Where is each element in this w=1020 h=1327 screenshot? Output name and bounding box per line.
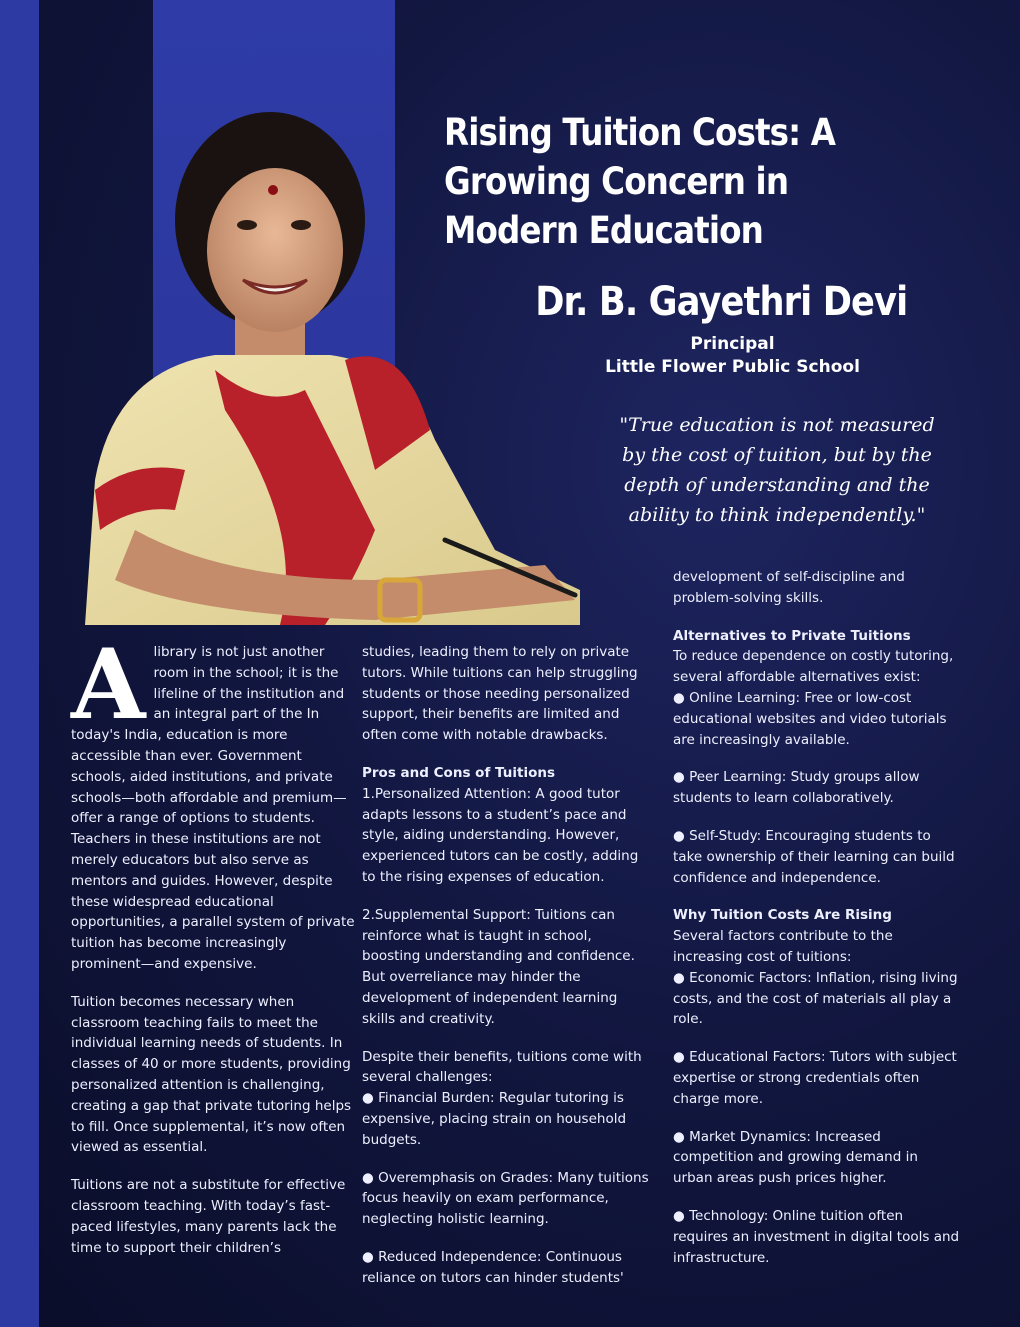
list-item: ● Self-Study: Encouraging students to take ownership of their learning can build confidence and independence. (673, 827, 955, 886)
article-title: Rising Tuition Costs: A Growing Concern in Modern Education (444, 111, 836, 252)
section-heading: Alternatives to Private Tuitions (673, 627, 911, 644)
list-item: ● Market Dynamics: Increased competition and growing demand in urban areas push prices higher. (673, 1128, 918, 1187)
paragraph: 2.Supplemental Support: Tuitions can reinforce what is taught in school, boosting understanding and confidence. But overreliance may hinder the development of independent learning skills and creativity. (362, 906, 635, 1027)
paragraph: Despite their benefits, tuitions come with several challenges: (362, 1048, 642, 1086)
text-column-2 (362, 642, 650, 1306)
author-position: Principal (690, 334, 775, 354)
list-item: ● Educational Factors: Tutors with subject expertise or strong credentials often charge more. (673, 1049, 957, 1107)
section-heading: Why Tuition Costs Are Rising (673, 907, 892, 924)
author-name: Dr. B. Gayethri Devi (535, 279, 908, 325)
drop-cap: A (71, 628, 146, 741)
paragraph: Tuition becomes necessary when classroom teaching fails to meet the individual learning needs of students. In classes of 40 or more students, providing personalized attention is challenging, creating a gap that private tutoring helps to fill. Once supplemental, it’s now often viewed as essential. (71, 993, 352, 1156)
section-heading: Pros and Cons of Tuitions (362, 764, 555, 781)
text-column-3 (673, 567, 961, 1285)
paragraph: To reduce dependence on costly tutoring, several affordable alternatives exist: (673, 648, 954, 686)
text-column-1 (71, 628, 359, 1275)
author-organization: Little Flower Public School (605, 357, 860, 377)
pull-quote: "True education is not measured by the cost of tuition, but by the depth of understanding and the ability to think independently." (619, 414, 935, 526)
list-item: ● Financial Burden: Regular tutoring is expensive, placing strain on household budgets. (362, 1090, 627, 1148)
list-item: ● Technology: Online tuition often requires an investment in digital tools and infrastructure. (673, 1207, 960, 1266)
paragraph: development of self-discipline and problem-solving skills. (673, 569, 905, 606)
paragraph: Tuitions are not a substitute for effective classroom teaching. With today’s fast-paced lifestyles, many parents lack the time to support their children’s (71, 1177, 346, 1256)
list-item: ● Online Learning: Free or low-cost educational websites and video tutorials are increasingly available. (673, 689, 947, 748)
left-accent-strip (0, 0, 39, 1327)
paragraph: Alibrary is not just another room in the school; it is the lifeline of the institution and an integral part of the In today's India, education is more accessible than ever. Government schools, aided institutions, and private schools—both affordable and premium—offer a range of options to students. Teachers in these institutions are not merely educators but also serve as mentors and guides. However, despite these widespread educational opportunities, a parallel system of private tuition has become increasingly prominent—and expensive. (71, 628, 355, 972)
paragraph: 1.Personalized Attention: A good tutor adapts lessons to a student’s pace and style, aiding understanding. However, experienced tutors can be costly, adding to the rising expenses of education. (362, 785, 639, 885)
author-role (560, 333, 905, 379)
paragraph: Several factors contribute to the increasing cost of tuitions: (673, 928, 893, 965)
list-item: ● Overemphasis on Grades: Many tuitions focus heavily on exam performance, neglecting holistic learning. (362, 1169, 649, 1228)
list-item: ● Peer Learning: Study groups allow students to learn collaboratively. (673, 769, 920, 807)
list-item: ● Economic Factors: Inflation, rising living costs, and the cost of materials all play a role. (673, 969, 958, 1028)
list-item: ● Reduced Independence: Continuous reliance on tutors can hinder students' (362, 1248, 624, 1286)
paragraph: studies, leading them to rely on private tutors. While tuitions can help struggling students or those needing personalized support, their benefits are limited and often come with notable drawbacks. (362, 644, 638, 744)
